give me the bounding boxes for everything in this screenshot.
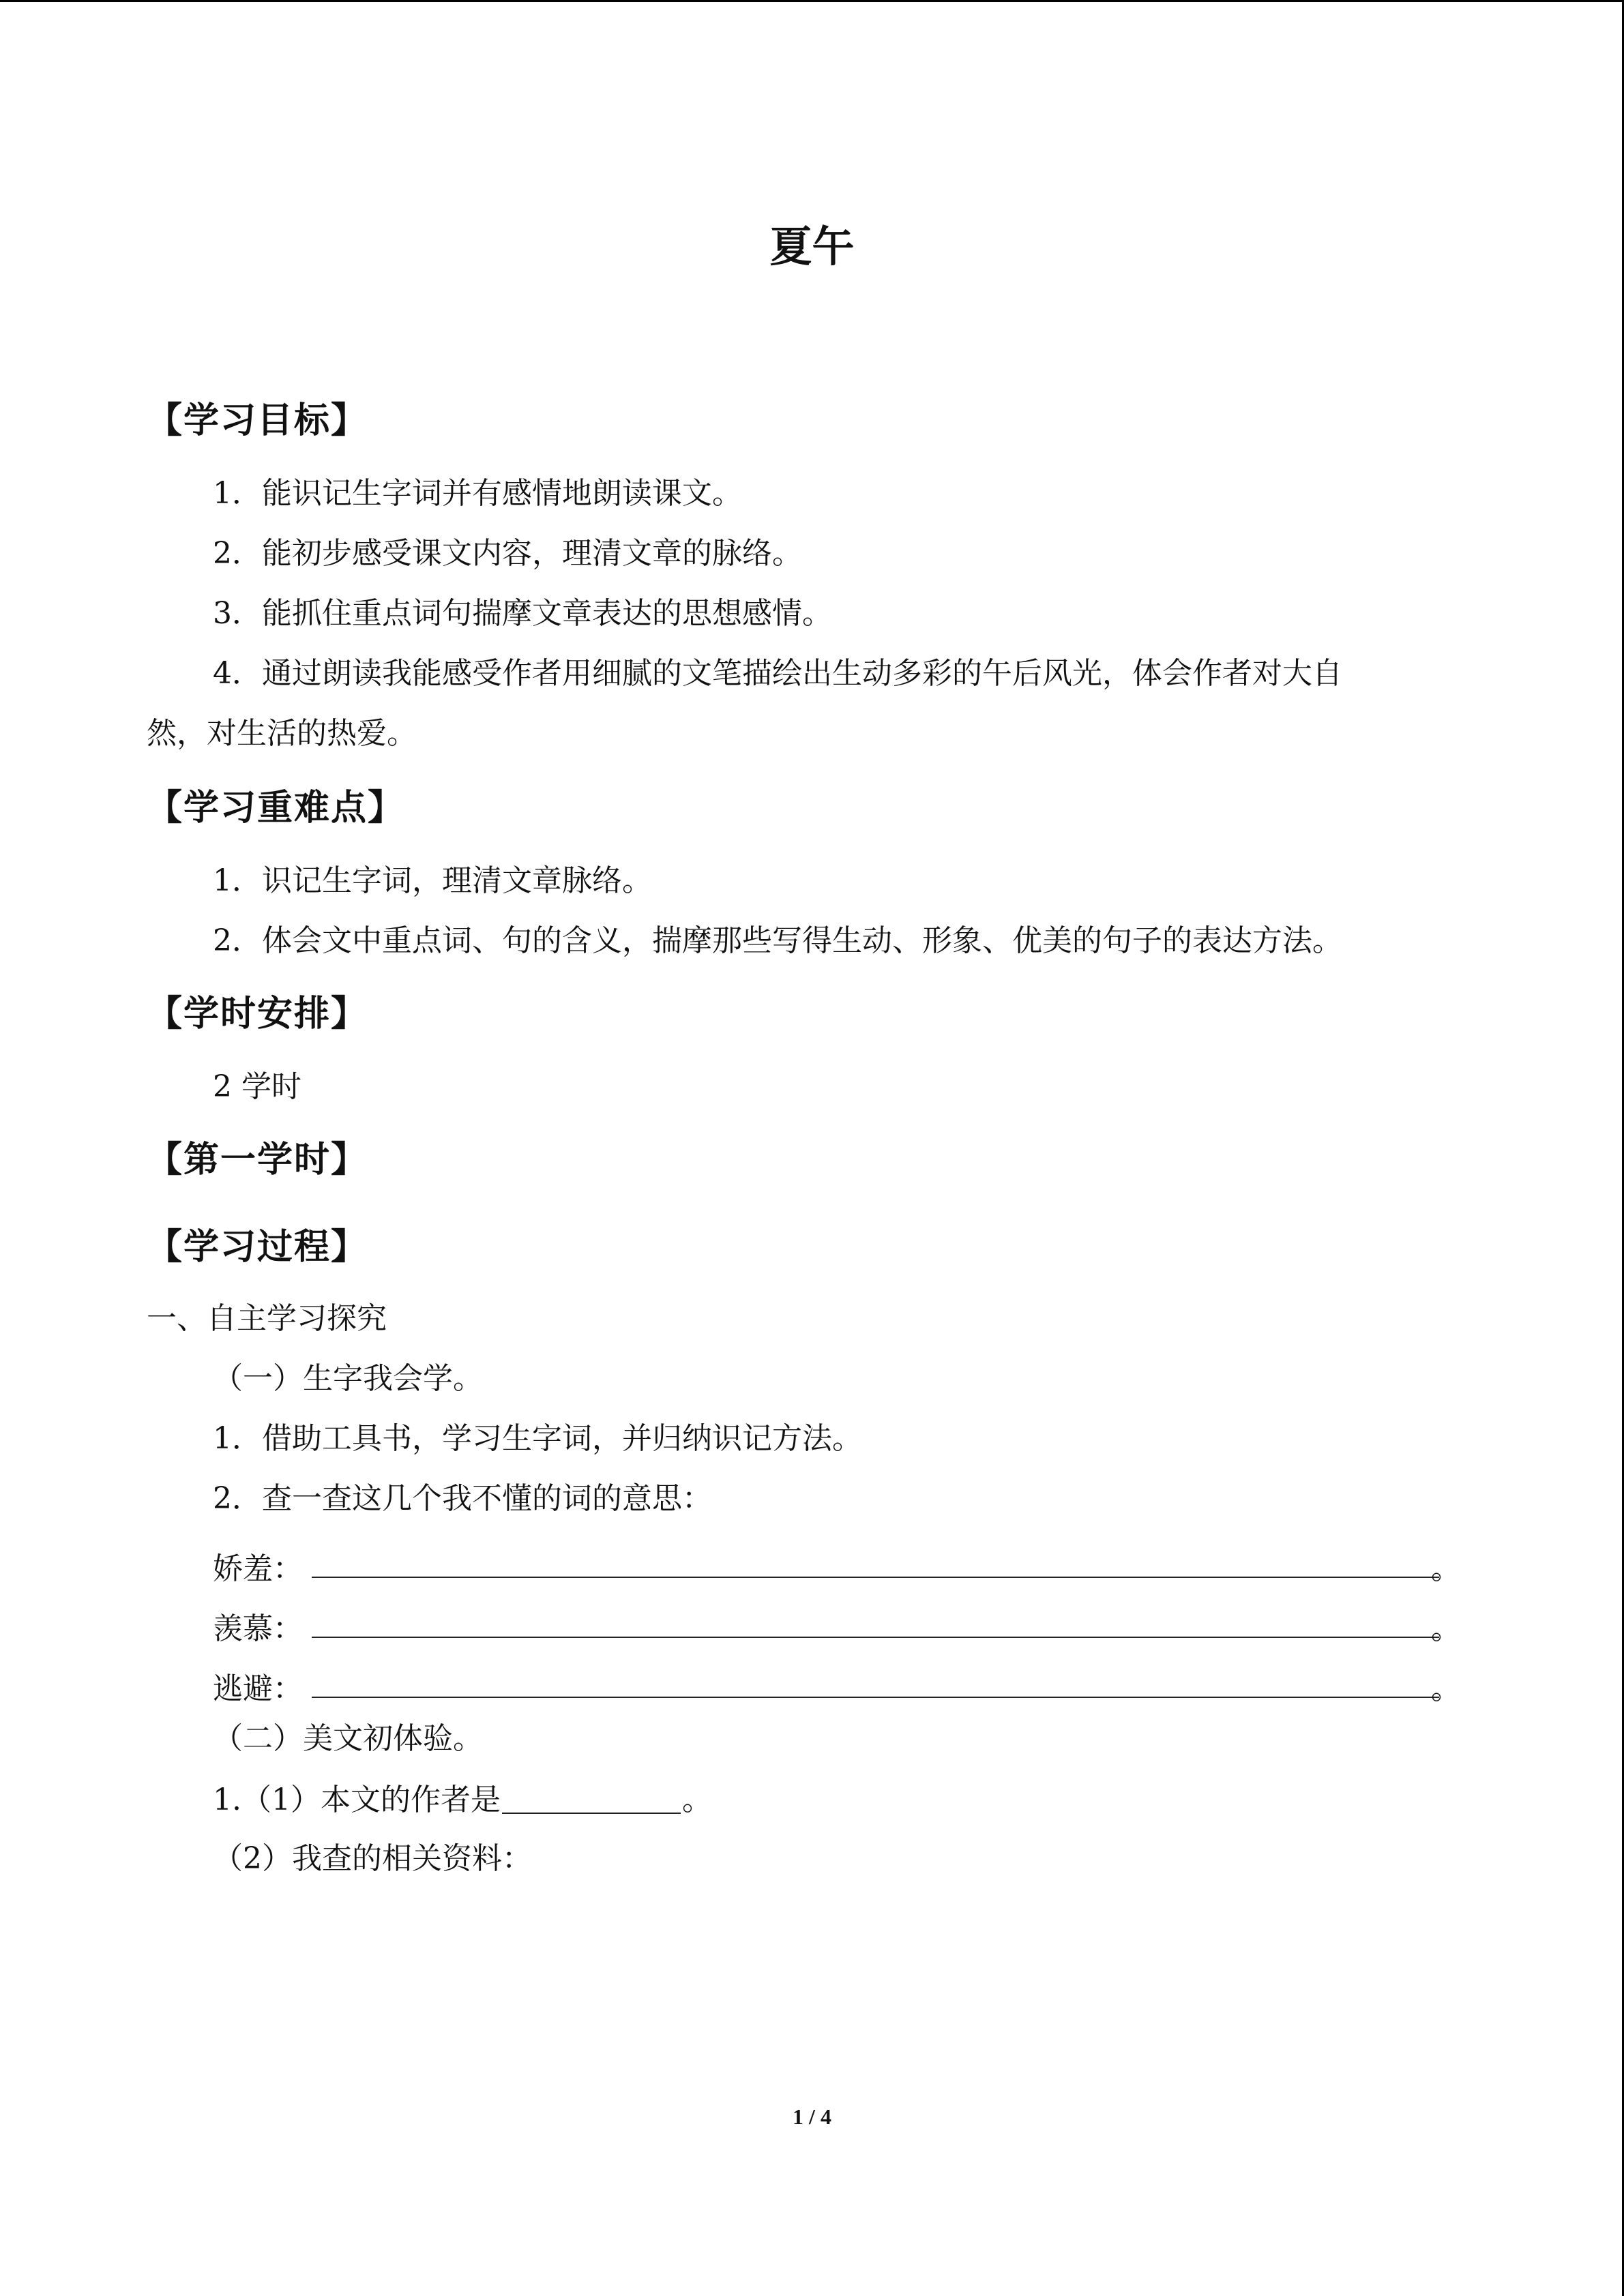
subsection-one-title: （一）生字我会学。 xyxy=(213,1361,483,1396)
keypoint-item-2: 2．体会文中重点词、句的含义，揣摩那些写得生动、形象、优美的句子的表达方法。 xyxy=(213,923,1342,958)
period-mark: 。 xyxy=(1431,1671,1461,1706)
top-border xyxy=(0,0,1624,2)
keypoint-item-1: 1．识记生字词，理清文章脉络。 xyxy=(213,863,652,898)
answer-blank-line[interactable] xyxy=(312,1637,1439,1638)
question-author-suffix: 。 xyxy=(681,1783,712,1817)
question-author xyxy=(213,1785,712,1815)
heading-learning-process: 【学习过程】 xyxy=(147,1227,368,1268)
goal-item-2: 2．能初步感受课文内容，理清文章的脉络。 xyxy=(213,536,802,571)
word-meaning-row xyxy=(213,1604,1461,1646)
heading-learning-goals: 【学习目标】 xyxy=(147,400,368,441)
period-mark: 。 xyxy=(1431,1611,1461,1646)
answer-blank-line[interactable] xyxy=(312,1577,1439,1578)
subsection-two-title: （二）美文初体验。 xyxy=(213,1721,483,1756)
goal-item-4-continued: 然，对生活的热爱。 xyxy=(147,716,417,751)
answer-blank-line[interactable] xyxy=(312,1697,1439,1698)
heading-key-points: 【学习重难点】 xyxy=(147,788,405,829)
step-two-text: 2．查一查这几个我不懂的词的意思： xyxy=(213,1481,712,1516)
heading-schedule: 【学时安排】 xyxy=(147,994,368,1034)
goal-item-1: 1．能识记生字词并有感情地朗读课文。 xyxy=(213,476,742,511)
page-number: 1 / 4 xyxy=(793,2104,831,2129)
author-answer-blank[interactable] xyxy=(502,1813,681,1814)
period-mark: 。 xyxy=(1431,1551,1461,1586)
page-title: 夏午 xyxy=(769,222,855,271)
goal-item-3: 3．能抓住重点词句揣摩文章表达的思想感情。 xyxy=(213,596,832,631)
word-label: 娇羞： xyxy=(213,1551,303,1586)
word-meaning-row xyxy=(213,1544,1461,1586)
part-one-title: 一、自主学习探究 xyxy=(147,1301,387,1336)
question-author-prefix: 1.（1）本文的作者是 xyxy=(213,1783,501,1817)
word-label: 逃避： xyxy=(213,1671,303,1706)
goal-item-4: 4．通过朗读我能感受作者用细腻的文笔描绘出生动多彩的午后风光，体会作者对大自 xyxy=(213,656,1342,691)
step-one-text: 1．借助工具书，学习生字词，并归纳识记方法。 xyxy=(213,1421,862,1456)
heading-first-period: 【第一学时】 xyxy=(147,1139,368,1180)
schedule-text: 2 学时 xyxy=(213,1069,301,1104)
question-research: （2）我查的相关资料： xyxy=(213,1841,532,1876)
word-meaning-row xyxy=(213,1664,1461,1706)
word-label: 羡慕： xyxy=(213,1611,303,1646)
